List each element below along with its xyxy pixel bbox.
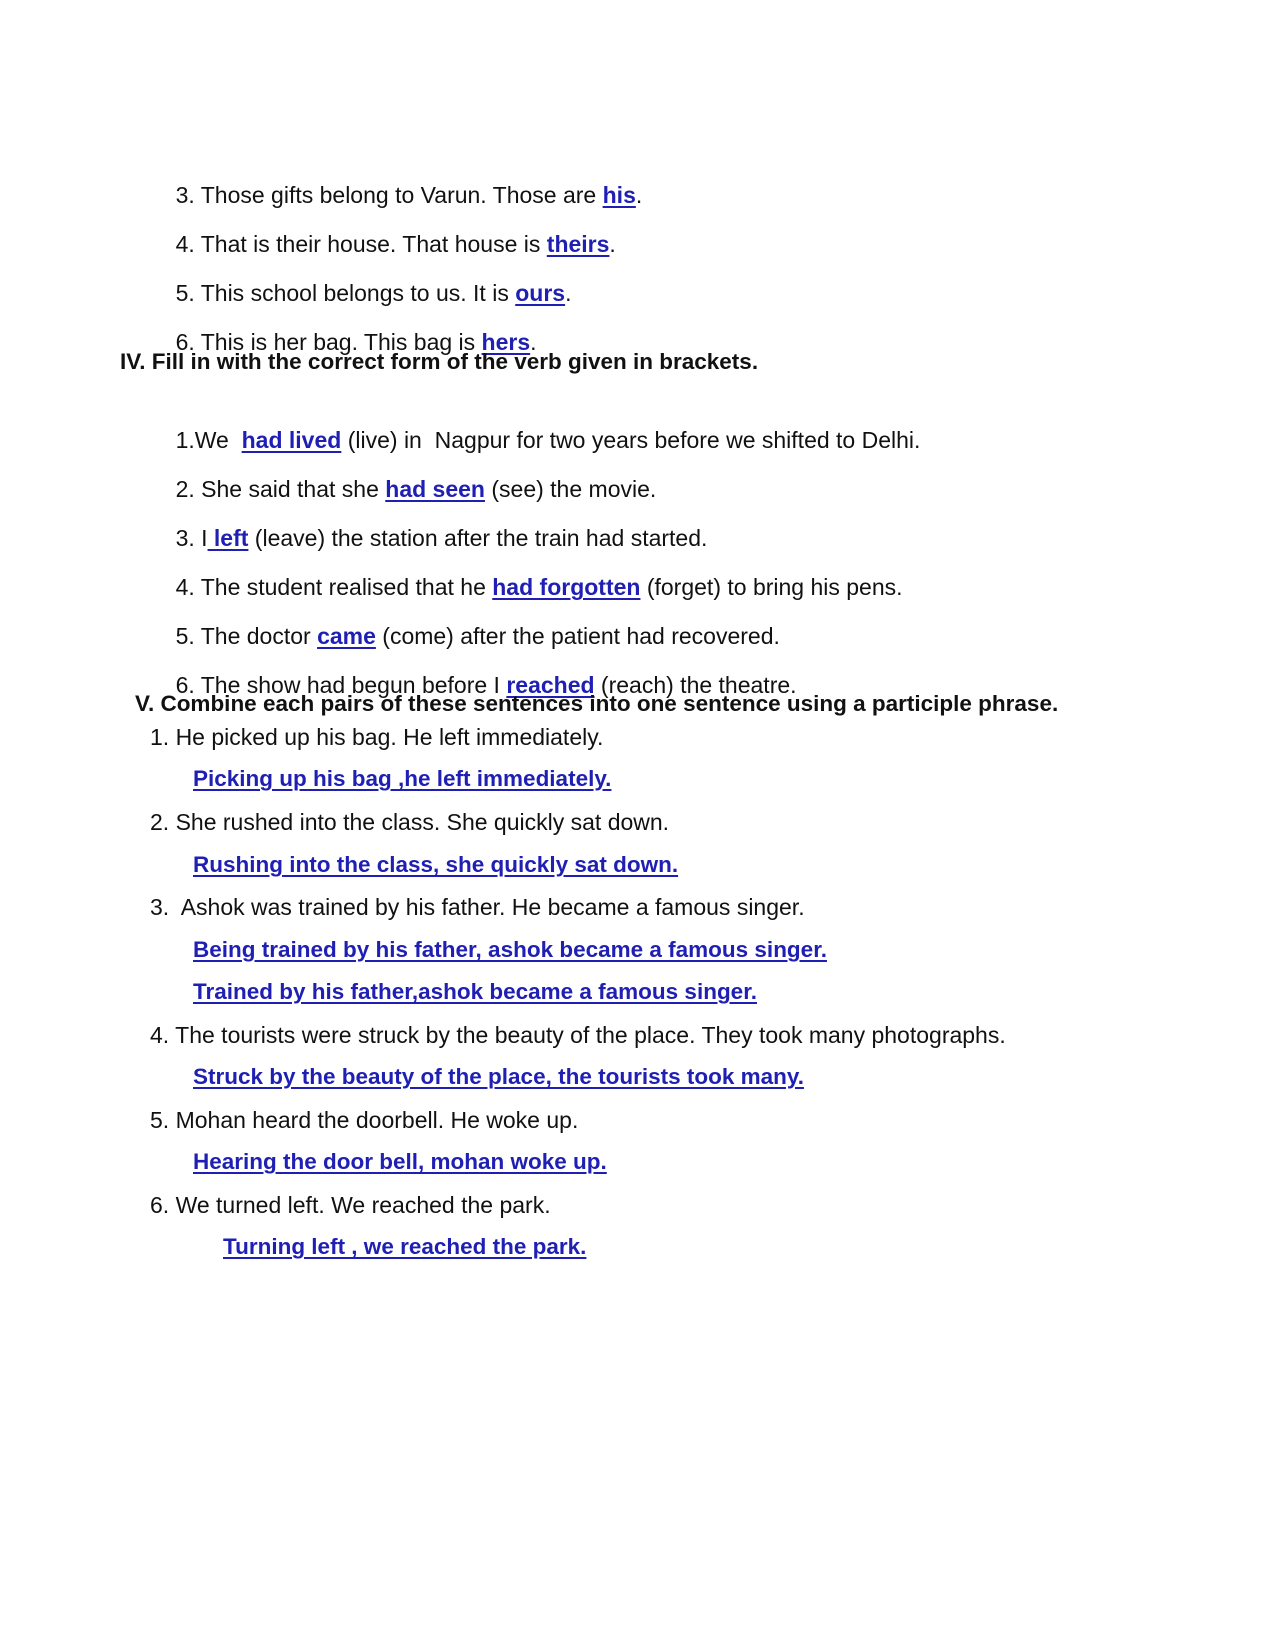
- item-text: Those gifts belong to Varun. Those are: [194, 182, 603, 208]
- item-text: The doctor: [194, 623, 318, 649]
- item-text-end: (live) in Nagpur for two years before we shifted to Delhi.: [341, 427, 921, 453]
- s5-answer-5: Hearing the door bell, mohan woke up.: [193, 1149, 607, 1174]
- answer-text: theirs: [546, 231, 610, 257]
- section-4-heading: IV. Fill in with the correct form of the verb given in brackets.: [120, 349, 759, 374]
- item-number: 4.: [175, 231, 195, 257]
- item-text-end: .: [609, 231, 616, 257]
- answer-text: reached: [506, 672, 595, 698]
- item-text: I: [194, 525, 208, 551]
- item-text-end: (see) the movie.: [484, 476, 657, 502]
- item-text: The show had begun before I: [194, 672, 507, 698]
- s5-answer-1: Picking up his bag ,he left immediately.: [193, 766, 612, 791]
- item-text-end: (forget) to bring his pens.: [640, 574, 903, 600]
- s5-question-1: 1. He picked up his bag. He left immediately.: [150, 724, 604, 750]
- item-number: 5.: [175, 280, 195, 306]
- item-number: 3.: [175, 182, 195, 208]
- answer-text: his: [602, 182, 636, 208]
- item-text-end: (reach) the theatre.: [594, 672, 797, 698]
- answer-text: had lived: [241, 427, 342, 453]
- item-number: 1.: [175, 427, 195, 453]
- answer-text: hers: [481, 329, 531, 355]
- answer-text: ours: [515, 280, 566, 306]
- item-text: The student realised that he: [194, 574, 493, 600]
- item-number: 5.: [175, 623, 195, 649]
- s5-answer-4: Struck by the beauty of the place, the tourists took many.: [193, 1064, 804, 1089]
- item-text: This school belongs to us. It is: [194, 280, 516, 306]
- s5-question-2: 2. She rushed into the class. She quickly sat down.: [150, 809, 670, 835]
- answer-text: came: [317, 623, 376, 649]
- answer-text: had seen: [385, 476, 485, 502]
- item-text-end: .: [635, 182, 643, 208]
- item-text-end: .: [530, 329, 537, 355]
- item-text: This is her bag. This bag is: [194, 329, 482, 355]
- s5-answer-2: Rushing into the class, she quickly sat down.: [193, 852, 679, 877]
- item-text-end: .: [565, 280, 572, 306]
- item-text-end: (leave) the station after the train had started.: [248, 525, 708, 551]
- s5-answer-6: Turning left , we reached the park.: [223, 1234, 587, 1259]
- answer-text: left: [207, 525, 249, 551]
- answer-text: had forgotten: [492, 574, 641, 600]
- item-number: 3.: [175, 525, 195, 551]
- item-number: 6.: [175, 329, 195, 355]
- item-number: 4.: [175, 574, 195, 600]
- s5-question-6: 6. We turned left. We reached the park.: [150, 1192, 551, 1218]
- item-number: 6.: [175, 672, 195, 698]
- item-text: That is their house. That house is: [194, 231, 547, 257]
- s5-question-3: 3. Ashok was trained by his father. He became a famous singer.: [150, 894, 805, 920]
- s5-question-4: 4. The tourists were struck by the beauty of the place. They took many photographs.: [150, 1022, 1006, 1048]
- s5-answer-3a: Being trained by his father, ashok became a famous singer.: [193, 937, 827, 962]
- section-5-heading: V. Combine each pairs of these sentences into one sentence using a participle phrase.: [135, 691, 1059, 716]
- s5-question-5: 5. Mohan heard the doorbell. He woke up.: [150, 1107, 579, 1133]
- item-number: 2.: [175, 476, 195, 502]
- item-text-end: (come) after the patient had recovered.: [375, 623, 780, 649]
- item-text: She said that she: [194, 476, 386, 502]
- s5-answer-3b: Trained by his father,ashok became a famous singer.: [193, 979, 757, 1004]
- item-text: We: [194, 427, 242, 453]
